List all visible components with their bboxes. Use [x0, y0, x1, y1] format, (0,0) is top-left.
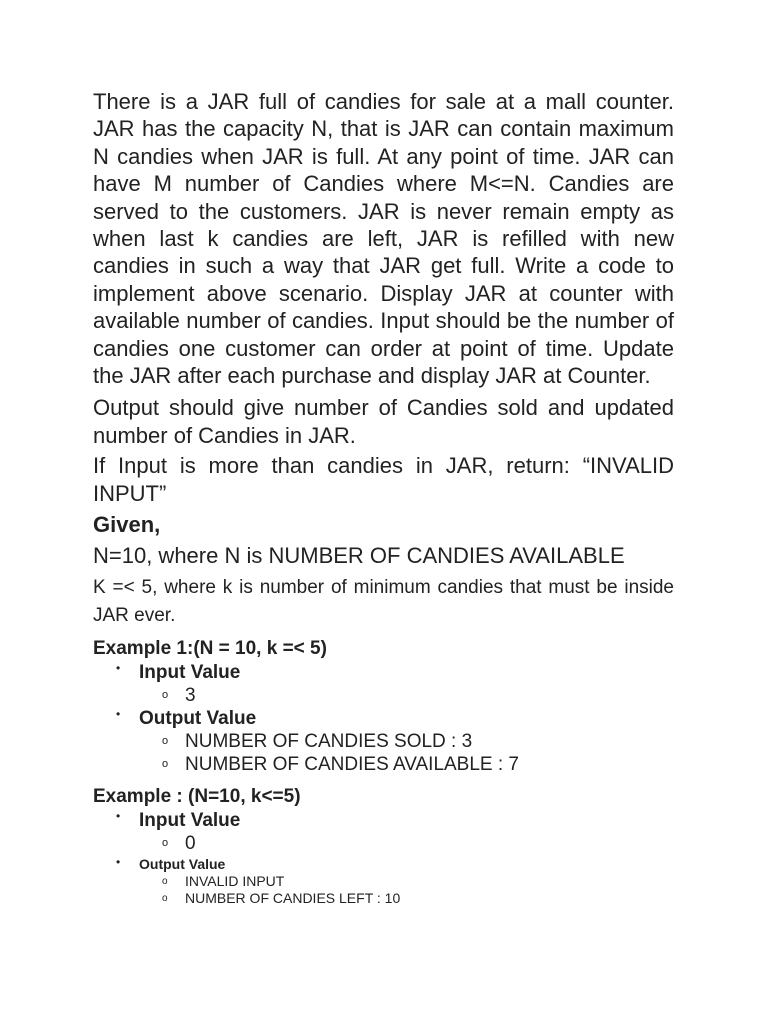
list-item	[139, 890, 674, 907]
example-1-heading: Example 1:(N = 10, k =< 5)	[93, 638, 327, 660]
invalid-input-paragraph: If Input is more than candies in JAR, return: “INVALID INPUT”	[93, 453, 674, 506]
bullet-disc-icon: •	[116, 661, 121, 676]
example-1-list	[93, 661, 674, 776]
example-1-input-item	[93, 661, 674, 707]
output-paragraph: Output should give number of Candies sold and updated number of Candies in JAR.	[93, 395, 674, 448]
bullet-disc-icon: •	[116, 855, 121, 870]
bullet-circle-icon: o	[162, 876, 168, 888]
document-page	[93, 88, 674, 907]
example-1-input-label: Input Value	[139, 662, 241, 684]
example-1-output-sold: NUMBER OF CANDIES SOLD : 3	[185, 731, 473, 753]
example-1-input-values	[139, 684, 674, 707]
bullet-circle-icon: o	[162, 735, 169, 748]
example-2	[93, 785, 674, 907]
example-1-output-label: Output Value	[139, 708, 257, 730]
example-1-input-value: 3	[185, 685, 196, 707]
example-2-output-left: NUMBER OF CANDIES LEFT : 10	[185, 890, 401, 907]
list-item	[139, 684, 674, 707]
list-item	[139, 730, 674, 753]
given-n-line: N=10, where N is NUMBER OF CANDIES AVAILABLE	[93, 543, 625, 569]
given-heading: Given,	[93, 512, 161, 538]
intro-paragraph: There is a JAR full of candies for sale at a mall counter. JAR has the capacity N, that is JAR can contain maximum N candies when JAR is full. At any point of time. JAR can have M number of Candies where M<=N. Candies are served to the customers. JAR is never remain empty as when last k candies are left, JAR is refilled with new candies in such a way that JAR get full. Write a code to implement above scenario. Display JAR at counter with available number of candies. Input should be the number of candies one customer can order at point of time. Update the JAR after each purchase and display JAR at Counter.	[93, 89, 674, 389]
example-2-input-values	[139, 832, 674, 855]
example-2-output-invalid: INVALID INPUT	[185, 873, 285, 890]
example-2-input-label: Input Value	[139, 810, 241, 832]
example-1-output-item	[93, 707, 674, 776]
example-2-heading: Example : (N=10, k<=5)	[93, 786, 301, 808]
list-item	[139, 873, 674, 890]
example-2-input-item	[93, 809, 674, 855]
example-1-output-values	[139, 730, 674, 776]
bullet-circle-icon: o	[162, 837, 169, 850]
bullet-circle-icon: o	[162, 758, 169, 771]
given-k-line: K =< 5, where k is number of minimum candies that must be inside JAR ever.	[93, 577, 674, 627]
bullet-circle-icon: o	[162, 689, 169, 702]
list-item	[139, 753, 674, 776]
example-1-output-available: NUMBER OF CANDIES AVAILABLE : 7	[185, 754, 520, 776]
example-2-output-label: Output Value	[139, 856, 226, 873]
example-2-input-value: 0	[185, 833, 196, 855]
bullet-disc-icon: •	[116, 707, 121, 722]
example-1	[93, 637, 674, 776]
bullet-disc-icon: •	[116, 809, 121, 824]
example-2-list	[93, 809, 674, 907]
example-2-output-values	[139, 873, 674, 907]
example-2-output-item	[93, 855, 674, 907]
list-item	[139, 832, 674, 855]
bullet-circle-icon: o	[162, 893, 168, 905]
spacer	[93, 776, 674, 785]
